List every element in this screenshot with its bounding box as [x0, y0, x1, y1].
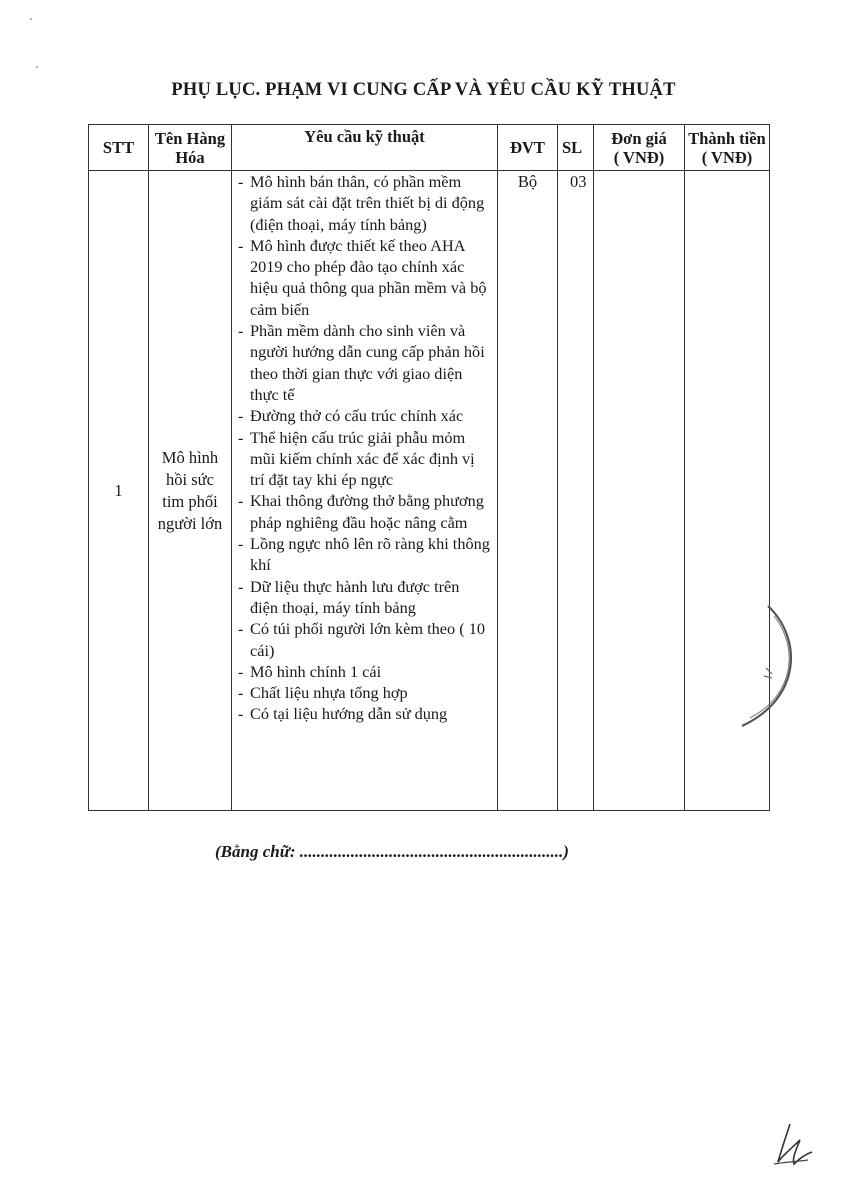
item-name-line: người lớn	[157, 513, 223, 533]
requirement-item: - Mô hình được thiết kế theo AHA 2019 cho phép đào tạo chính xác hiệu quả thông qua phần mềm và bộ cảm biến	[232, 235, 491, 320]
header-total-line2: ( VNĐ)	[701, 147, 753, 167]
seal-stamp-edge	[720, 598, 800, 738]
item-name-line: tim phổi	[162, 491, 218, 511]
requirement-item: - Mô hình chính 1 cái	[232, 661, 491, 682]
row-unit-price	[594, 171, 685, 811]
header-requirements: Yêu cầu kỹ thuật	[232, 125, 498, 171]
amount-in-words: (Bằng chữ: ..............................................................)	[215, 842, 569, 861]
requirement-item: - Có tại liệu hướng dẫn sử dụng	[232, 703, 491, 724]
header-stt: STT	[89, 125, 149, 171]
item-name-line: Mô hình	[161, 447, 219, 467]
header-unit-price	[594, 125, 685, 171]
header-total-line1: Thành tiền	[688, 128, 766, 148]
requirement-item: - Lồng ngực nhô lên rõ ràng khi thông khí	[232, 533, 491, 576]
scan-speck	[36, 66, 38, 68]
requirement-item: - Thể hiện cấu trúc giải phẫu mỏm mũi kiếm chính xác để xác định vị trí đặt tay khi ép ngực	[232, 427, 491, 491]
requirement-item: - Phần mềm dành cho sinh viên và người hướng dẫn cung cấp phản hồi theo thời gian thực với giao diện thực tế	[232, 320, 491, 405]
initials-signature	[768, 1118, 818, 1170]
table-header-row	[89, 125, 770, 171]
row-requirements	[232, 171, 498, 811]
requirement-item: - Đường thở có cấu trúc chính xác	[232, 405, 491, 426]
page-title: PHỤ LỤC. PHẠM VI CUNG CẤP VÀ YÊU CẦU KỸ THUẬT	[171, 80, 676, 100]
requirement-item: - Mô hình bán thân, có phần mềm giám sát cài đặt trên thiết bị di động (điện thoại, máy tính bảng)	[232, 171, 491, 235]
table-row	[89, 171, 770, 811]
requirement-item: - Dữ liệu thực hành lưu được trên điện thoại, máy tính bảng	[232, 576, 491, 619]
item-name-line: hồi sức	[166, 469, 214, 489]
header-item-name	[149, 125, 232, 171]
header-unit: ĐVT	[498, 125, 558, 171]
scan-speck	[30, 18, 32, 20]
header-unit-price-line1: Đơn giá	[611, 128, 667, 148]
header-unit-price-line2: ( VNĐ)	[613, 147, 665, 167]
row-item-name	[149, 171, 232, 811]
scope-table	[88, 124, 770, 811]
header-item-name-line2: Hóa	[175, 147, 205, 167]
requirement-item: - Có túi phổi người lớn kèm theo ( 10 cái)	[232, 618, 491, 661]
requirements-list	[232, 171, 497, 725]
header-qty: SL	[558, 125, 594, 171]
row-stt: 1	[89, 171, 149, 811]
header-item-name-line1: Tên Hàng	[154, 128, 226, 148]
requirement-item: - Chất liệu nhựa tổng hợp	[232, 682, 491, 703]
requirement-item: - Khai thông đường thở bằng phương pháp nghiêng đầu hoặc nâng cằm	[232, 490, 491, 533]
header-total	[685, 125, 770, 171]
row-unit: Bộ	[498, 171, 558, 811]
row-qty: 03	[558, 171, 594, 811]
